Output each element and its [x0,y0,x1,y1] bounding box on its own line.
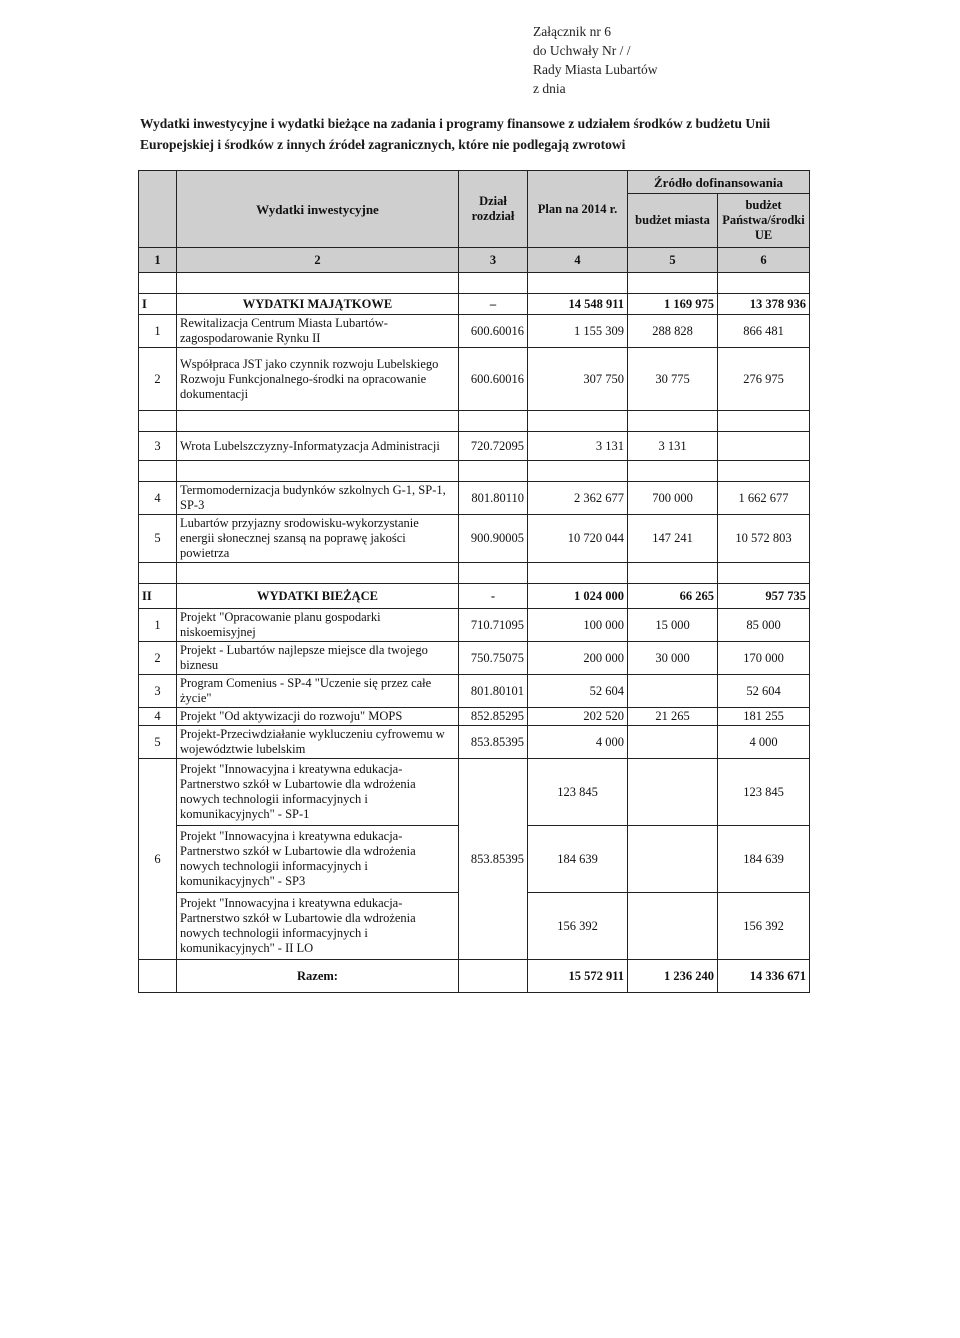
document-title: Wydatki inwestycyjne i wydatki bieżące na zadania i programy finansowe z udziałem środków z budżetu Unii Europejskiej i środków z innych źródeł zagranicznych, które nie podlegają zwrotowi [140,116,771,152]
row-number: 2 [139,348,177,411]
section-number: I [139,294,177,315]
section-name: WYDATKI MAJĄTKOWE [177,294,459,315]
section-row-investment [139,294,810,315]
table-row [139,675,810,708]
header-num-3: 3 [459,248,528,273]
row-eu: 276 975 [718,348,810,411]
header-num-1: 1 [139,248,177,273]
row-eu: 184 639 [718,826,810,893]
row-city: 15 000 [628,609,718,642]
row-dzial: 853.85395 [459,726,528,759]
row-plan: 184 639 [528,826,628,893]
section-plan: 1 024 000 [528,584,628,609]
total-row [139,960,810,993]
row-plan: 1 155 309 [528,315,628,348]
row-name: Współpraca JST jako czynnik rozwoju Lubelskiego Rozwoju Funkcjonalnego-środki na opracowanie dokumentacji [177,348,459,411]
row-plan: 4 000 [528,726,628,759]
annex-number: Załącznik nr 6 [533,24,611,39]
row-plan: 202 520 [528,708,628,726]
row-city [628,893,718,960]
row-number: 1 [139,315,177,348]
row-city: 288 828 [628,315,718,348]
row-name: Lubartów przyjazny srodowisku-wykorzystanie energii słonecznej szansą na poprawę jakości powietrza [177,515,459,563]
section-plan: 14 548 911 [528,294,628,315]
section-name: WYDATKI BIEŻĄCE [177,584,459,609]
annex-resolution: do Uchwały Nr / / [533,43,631,58]
row-name: Projekt-Przeciwdziałanie wykluczeniu cyfrowemu w województwie lubelskim [177,726,459,759]
row-dzial: 852.85295 [459,708,528,726]
row-city [628,675,718,708]
row-plan: 52 604 [528,675,628,708]
row-dzial: 710.71095 [459,609,528,642]
section-city: 66 265 [628,584,718,609]
row-plan: 200 000 [528,642,628,675]
header-num-4: 4 [528,248,628,273]
header-source: Źródło dofinansowania [628,171,810,194]
annex-header [533,22,657,98]
section-number: II [139,584,177,609]
row-number: 4 [139,482,177,515]
table-row [139,348,810,411]
row-dzial: 600.60016 [459,315,528,348]
header-numbers-row [139,248,810,273]
row-city: 700 000 [628,482,718,515]
row-name: Projekt "Od aktywizacji do rozwoju" MOPS [177,708,459,726]
row-dzial: 750.75075 [459,642,528,675]
header-name: Wydatki inwestycyjne [177,171,459,248]
header-city: budżet miasta [628,194,718,248]
section-dzial: - [459,584,528,609]
table-row [139,609,810,642]
row-number: 2 [139,642,177,675]
header-row [139,171,810,194]
row-number: 3 [139,675,177,708]
row-plan: 10 720 044 [528,515,628,563]
table-row [139,515,810,563]
row-number: 6 [139,759,177,960]
row-eu: 123 845 [718,759,810,826]
row-eu: 52 604 [718,675,810,708]
row-plan: 156 392 [528,893,628,960]
table-row [139,482,810,515]
row-number: 5 [139,726,177,759]
row-dzial: 720.72095 [459,432,528,461]
spacer-row [139,461,810,482]
row-plan: 2 362 677 [528,482,628,515]
annex-date: z dnia [533,81,566,96]
row-number: 1 [139,609,177,642]
row-dzial: 801.80101 [459,675,528,708]
row-name: Program Comenius - SP-4 "Uczenie się przez całe życie" [177,675,459,708]
total-dzial [459,960,528,993]
section-eu: 957 735 [718,584,810,609]
spacer-row [139,411,810,432]
spacer-row [139,563,810,584]
row-name: Projekt "Opracowanie planu gospodarki niskoemisyjnej [177,609,459,642]
row-eu: 170 000 [718,642,810,675]
header-plan: Plan na 2014 r. [528,171,628,248]
table-row [139,642,810,675]
row-city [628,726,718,759]
row-number: 4 [139,708,177,726]
row-eu [718,432,810,461]
total-label: Razem: [177,960,459,993]
row-plan: 3 131 [528,432,628,461]
row-plan: 100 000 [528,609,628,642]
table-row [139,432,810,461]
row-city: 3 131 [628,432,718,461]
row-city: 147 241 [628,515,718,563]
total-lp [139,960,177,993]
row-plan: 123 845 [528,759,628,826]
row-name: Rewitalizacja Centrum Miasta Lubartów-zagospodarowanie Rynku II [177,315,459,348]
spacer-row [139,273,810,294]
header-lp [139,171,177,248]
row-name: Projekt "Innowacyjna i kreatywna edukacja-Partnerstwo szkół w Lubartowie dla wdrożenia nowych technologii informacyjnych i komunikacyjnych" - SP3 [177,826,459,893]
row-name: Wrota Lubelszczyzny-Informatyzacja Administracji [177,432,459,461]
row-city [628,759,718,826]
row-number: 5 [139,515,177,563]
header-dzial: Dział rozdział [459,171,528,248]
table-row [139,759,810,826]
header-num-5: 5 [628,248,718,273]
header-num-6: 6 [718,248,810,273]
row-dzial: 600.60016 [459,348,528,411]
row-eu: 866 481 [718,315,810,348]
row-eu: 4 000 [718,726,810,759]
section-dzial: – [459,294,528,315]
row-eu: 10 572 803 [718,515,810,563]
table-row [139,726,810,759]
row-dzial: 853.85395 [459,759,528,960]
section-row-current [139,584,810,609]
row-city [628,826,718,893]
row-city: 30 000 [628,642,718,675]
table-row [139,315,810,348]
row-name: Projekt - Lubartów najlepsze miejsce dla twojego biznesu [177,642,459,675]
row-name: Projekt "Innowacyjna i kreatywna edukacja-Partnerstwo szkół w Lubartowie dla wdrożenia nowych technologii informacyjnych i komunikacyjnych" - II LO [177,893,459,960]
table-row [139,708,810,726]
row-eu: 1 662 677 [718,482,810,515]
row-name: Projekt "Innowacyjna i kreatywna edukacja-Partnerstwo szkół w Lubartowie dla wdrożenia nowych technologii informacyjnych i komunikacyjnych" - SP-1 [177,759,459,826]
row-eu: 181 255 [718,708,810,726]
row-plan: 307 750 [528,348,628,411]
row-city: 21 265 [628,708,718,726]
budget-table [138,170,810,993]
row-dzial: 801.80110 [459,482,528,515]
row-city: 30 775 [628,348,718,411]
total-eu: 14 336 671 [718,960,810,993]
total-city: 1 236 240 [628,960,718,993]
total-plan: 15 572 911 [528,960,628,993]
row-number: 3 [139,432,177,461]
annex-council: Rady Miasta Lubartów [533,62,658,77]
row-dzial: 900.90005 [459,515,528,563]
header-num-2: 2 [177,248,459,273]
section-eu: 13 378 936 [718,294,810,315]
row-eu: 85 000 [718,609,810,642]
header-state: budżet Państwa/środki UE [718,194,810,248]
row-name: Termomodernizacja budynków szkolnych G-1, SP-1, SP-3 [177,482,459,515]
row-eu: 156 392 [718,893,810,960]
section-city: 1 169 975 [628,294,718,315]
